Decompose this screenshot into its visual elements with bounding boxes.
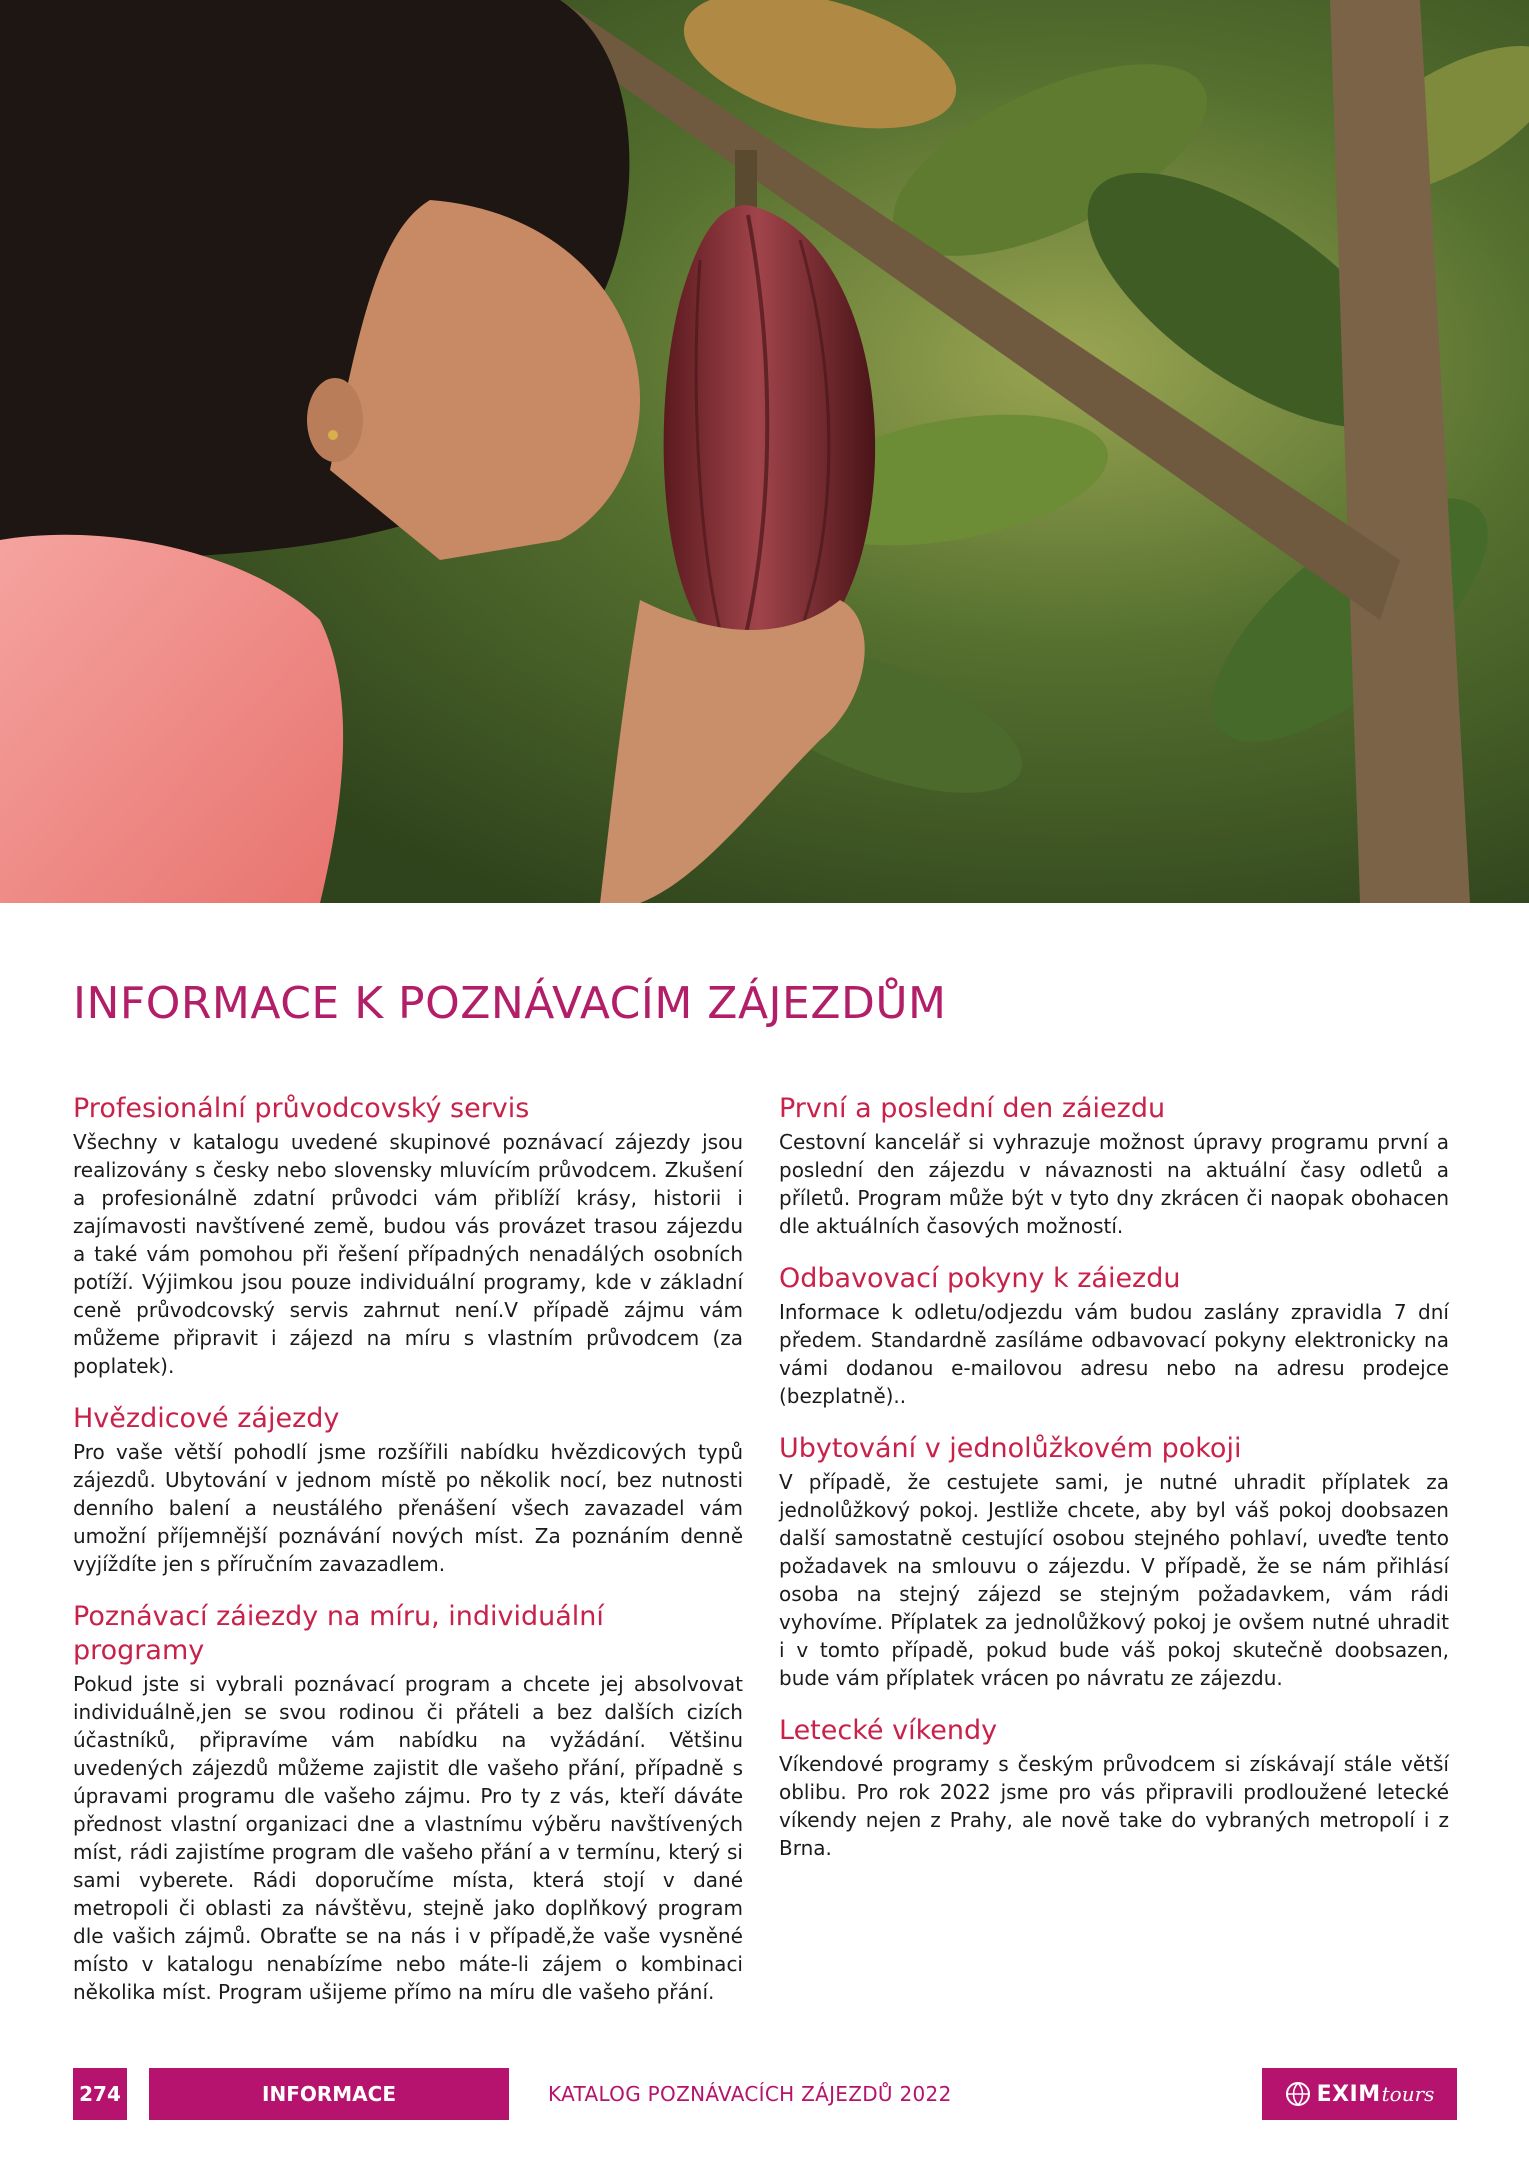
section-text: V případě, že cestujete sami, je nutné uhradit příplatek za jednolůžkový pokoj. Jestliže chcete, aby byl váš pokoj doobsazen další samostatně cestující osobou stejného pohlaví, uveďte tento požadavek na smlouvu o zájezdu. V případě, že se nám přihlásí osoba na stejný zájezd se stejným požadavkem, vám rádi vyhovíme. Příplatek za jednolůžkový pokoj je ovšem nutné uhradit i v tomto případě, pokud bude váš pokoj skutečně doobsazen, bude vám příplatek vrácen po návratu ze zájezdu. xyxy=(779,1470,1449,1690)
section-first-last-day xyxy=(779,1092,1449,1240)
cocoa-pod-photo-icon xyxy=(0,0,1529,903)
globe-icon xyxy=(1285,2081,1311,2107)
hero-photo xyxy=(0,0,1529,903)
section-text: Pro vaše větší pohodlí jsme rozšířili nabídku hvězdicových typů zájezdů. Ubytování v jednom místě po několik nocí, bez nutnosti denního balení a neustálého přenášení všech zavazadel vám umožní příjemnější poznávání nových míst. Za poznáním denně vyjíždíte jen s příručním zavazadlem. xyxy=(73,1440,743,1576)
logo-main-text: EXIM xyxy=(1316,2081,1381,2107)
section-text: Všechny v katalogu uvedené skupinové poznávací zájezdy jsou realizovány s česky nebo slovensky mluvícím průvodcem. Zkušení a profesionálně zdatní průvodci vám přiblíží krásy, historii i zajímavosti navštívené země, budou vás provázet trasou zájezdu a také vám pomohou při řešení případných nenadálých osobních potíží. Výjimkou jsou pouze individuální programy, kde v základní ceně průvodcovský servis zahrnut není.V případě zájmu vám můžeme připravit i zájezd na míru s vlastním průvodcem (za poplatek). xyxy=(73,1130,743,1378)
section-guide-service xyxy=(73,1092,743,1380)
section-heading: Hvězdicové zájezdy xyxy=(73,1403,340,1434)
page-title: INFORMACE K POZNÁVACÍM ZÁJEZDŮM xyxy=(73,978,947,1029)
section-heading: Profesionální průvodcovský servis xyxy=(73,1093,530,1124)
section-air-weekends xyxy=(779,1714,1449,1862)
section-heading: Ubytování v jednolůžkovém pokoji xyxy=(779,1433,1242,1464)
section-text: Víkendové programy s českým průvodcem si získávají stále větší oblibu. Pro rok 2022 jsme pro vás připravili prodloužené letecké víkendy nejen z Prahy, ale nově take do vybraných metropolí i z Brna. xyxy=(779,1752,1449,1860)
section-single-room xyxy=(779,1432,1449,1692)
section-heading: Poznávací záiezdy na míru, individuální programy xyxy=(73,1601,604,1666)
footer-section-label: INFORMACE xyxy=(149,2068,509,2120)
section-text: Cestovní kancelář si vyhrazuje možnost úpravy programu první a poslední den zájezdu v návaznosti na aktuální časy odletů a příletů. Program může být v tyto dny zkrácen či naopak obohacen dle aktuálních časových možností. xyxy=(779,1130,1449,1238)
page-number: 274 xyxy=(73,2068,127,2120)
section-star-tours xyxy=(73,1402,743,1578)
right-column xyxy=(779,1092,1449,1884)
section-check-in xyxy=(779,1262,1449,1410)
section-text: Pokud jste si vybrali poznávací program a chcete jej absolvovat individuálně,jen se svou rodinou či přáteli a bez dalších cizích účastníků, připravíme vám nabídku na vyžádání. Většinu uvedených zájezdů můžeme zajistit dle vašeho přání, případně s úpravami programu dle vašeho zájmu. Pro ty z vás, kteří dáváte přednost vlastní organizaci dne a vlastnímu výběru navštívených míst, rádi zajistíme program dle vašeho přání a v termínu, který si sami vyberete. Rádi doporučíme místa, která stojí v dané metropoli či oblasti za návštěvu, stejně jako doplňkový program dle vašich zájmů. Obraťte se na nás i v případě,že vaše vysněné místo v katalogu nenabízíme nebo máte-li zájem o kombinaci několika míst. Program ušijeme přímo na míru dle vašeho přání. xyxy=(73,1672,743,2004)
left-column xyxy=(73,1092,743,2028)
catalog-name: KATALOG POZNÁVACÍCH ZÁJEZDŮ 2022 xyxy=(548,2082,952,2106)
page-footer xyxy=(0,2068,1529,2120)
section-heading: Odbavovací pokyny k záiezdu xyxy=(779,1263,1181,1294)
section-heading: První a poslední den záiezdu xyxy=(779,1093,1166,1124)
section-text: Informace k odletu/odjezdu vám budou zaslány zpravidla 7 dní předem. Standardně zasíláme odbavovací pokyny elektronicky na vámi dodanou e-mailovou adresu nebo na adresu prodejce (bezplatně).. xyxy=(779,1300,1449,1408)
section-heading: Letecké víkendy xyxy=(779,1715,998,1746)
section-custom-tours xyxy=(73,1600,743,2006)
logo-sub-text: tours xyxy=(1381,2082,1435,2106)
exim-tours-logo xyxy=(1262,2068,1457,2120)
